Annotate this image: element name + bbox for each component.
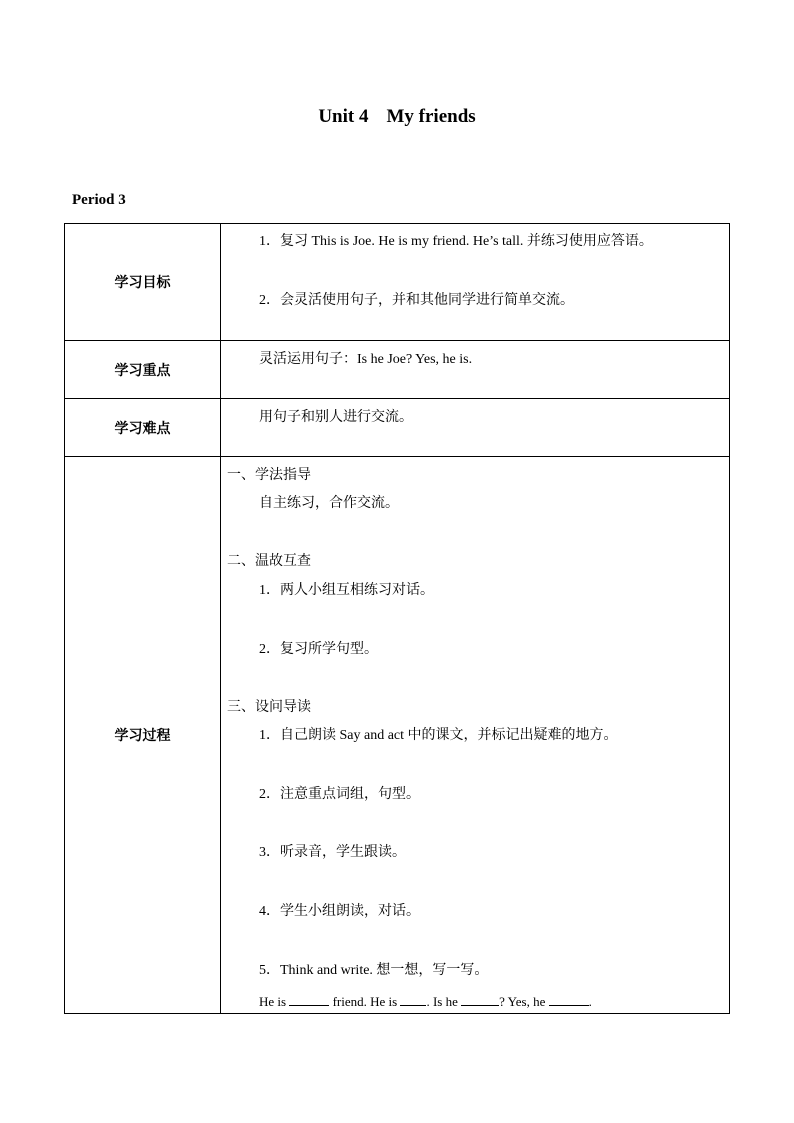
section-title: 二、温故互查 xyxy=(227,554,311,569)
fill-text: . xyxy=(588,994,592,1009)
row-goals xyxy=(65,224,730,341)
list-item: 3．听录音，学生跟读。 xyxy=(259,845,406,860)
goals-content xyxy=(221,224,730,341)
blank-2[interactable] xyxy=(400,991,426,1006)
list-item: 5．Think and write. 想一想，写一写。 xyxy=(259,963,489,978)
section-title: 一、学法指导 xyxy=(227,468,311,483)
section-text: 自主练习，合作交流。 xyxy=(259,496,399,511)
fill-in-sentence xyxy=(221,991,729,1012)
list-item: 2．注意重点词组，句型。 xyxy=(259,787,420,802)
process-content xyxy=(221,457,730,1014)
difficulty-text: 用句子和别人进行交流。 xyxy=(259,410,413,425)
focus-content xyxy=(221,341,730,399)
fill-text: ? Yes, he xyxy=(499,994,549,1009)
focus-text: 灵活运用句子：Is he Joe? Yes, he is. xyxy=(259,352,473,367)
row-process xyxy=(65,457,730,1014)
fill-text: He is xyxy=(259,994,290,1009)
label-process: 学习过程 xyxy=(65,457,221,1014)
list-item: 1．两人小组互相练习对话。 xyxy=(259,583,434,598)
list-item: 1．自己朗读 Say and act 中的课文，并标记出疑难的地方。 xyxy=(259,728,618,743)
title-topic: My friends xyxy=(386,106,476,127)
blank-1[interactable] xyxy=(289,991,329,1006)
list-item: 4．学生小组朗读，对话。 xyxy=(259,904,420,919)
title-unit: Unit 4 xyxy=(318,106,369,127)
fill-text: . Is he xyxy=(426,994,462,1009)
document-title xyxy=(0,106,794,128)
goal-item: 2．会灵活使用句子，并和其他同学进行简单交流。 xyxy=(259,293,574,308)
blank-4[interactable] xyxy=(549,991,589,1006)
lesson-table xyxy=(64,223,730,1014)
blank-3[interactable] xyxy=(461,991,499,1006)
label-goals: 学习目标 xyxy=(65,224,221,341)
list-item: 2．复习所学句型。 xyxy=(259,642,378,657)
difficulty-content xyxy=(221,399,730,457)
row-difficulty xyxy=(65,399,730,457)
section-title: 三、设问导读 xyxy=(227,700,311,715)
period-heading: Period 3 xyxy=(72,192,126,208)
goal-item: 1．复习 This is Joe. He is my friend. He’s tall. 并练习使用应答语。 xyxy=(259,234,653,249)
row-focus xyxy=(65,341,730,399)
label-focus: 学习重点 xyxy=(65,341,221,399)
label-difficulty: 学习难点 xyxy=(65,399,221,457)
fill-text: friend. He is xyxy=(329,994,401,1009)
